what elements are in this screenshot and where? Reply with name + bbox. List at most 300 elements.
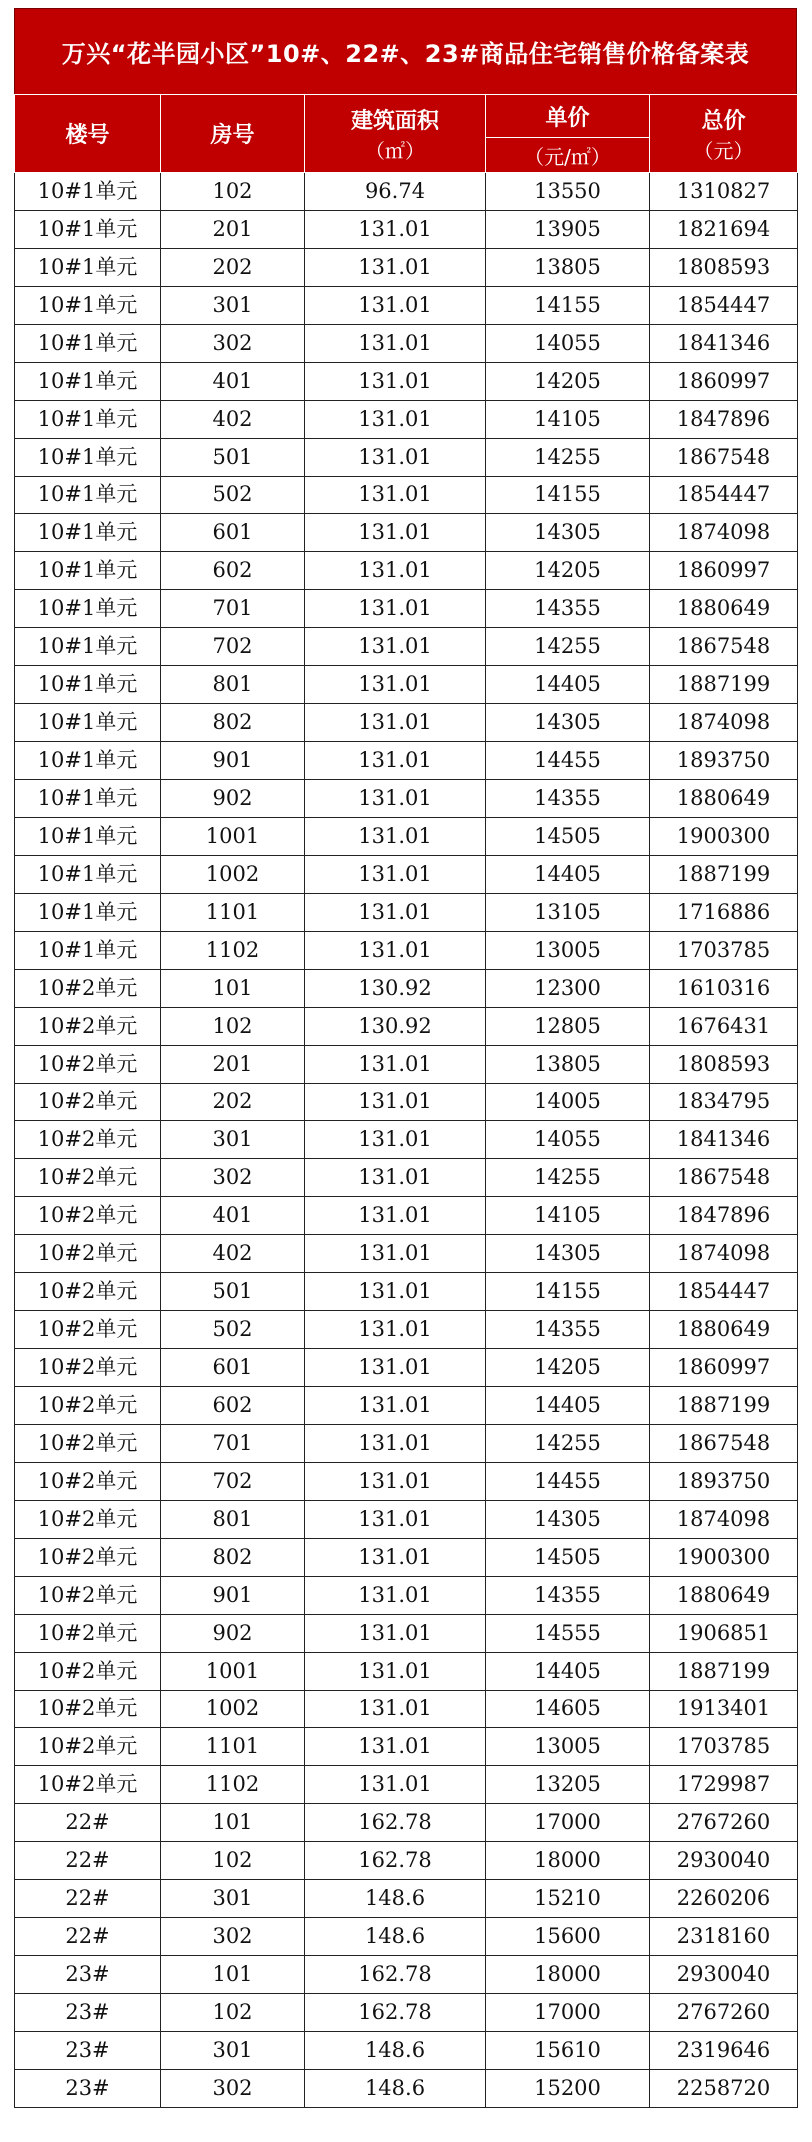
cell-area: 131.01 bbox=[305, 1766, 486, 1804]
cell-building: 10#1单元 bbox=[15, 780, 161, 818]
cell-room: 601 bbox=[161, 1349, 305, 1387]
cell-unit-price: 14505 bbox=[486, 817, 650, 855]
cell-room: 802 bbox=[161, 1538, 305, 1576]
cell-total-price: 1880649 bbox=[650, 780, 798, 818]
cell-total-price: 1874098 bbox=[650, 514, 798, 552]
cell-building: 10#2单元 bbox=[15, 1121, 161, 1159]
cell-room: 401 bbox=[161, 1197, 305, 1235]
cell-building: 10#2单元 bbox=[15, 1538, 161, 1576]
header-unit-price-unit: （元/㎡） bbox=[486, 138, 650, 173]
cell-total-price: 1887199 bbox=[650, 666, 798, 704]
cell-building: 10#1单元 bbox=[15, 210, 161, 248]
cell-room: 202 bbox=[161, 1083, 305, 1121]
cell-unit-price: 14555 bbox=[486, 1614, 650, 1652]
cell-area: 131.01 bbox=[305, 1614, 486, 1652]
cell-room: 801 bbox=[161, 666, 305, 704]
cell-room: 701 bbox=[161, 1424, 305, 1462]
table-row bbox=[15, 1235, 798, 1273]
cell-total-price: 1703785 bbox=[650, 1728, 798, 1766]
cell-room: 1001 bbox=[161, 817, 305, 855]
cell-building: 10#1单元 bbox=[15, 590, 161, 628]
table-row bbox=[15, 248, 798, 286]
header-total-price-label: 总价 bbox=[701, 108, 746, 134]
cell-room: 101 bbox=[161, 969, 305, 1007]
cell-area: 131.01 bbox=[305, 324, 486, 362]
cell-unit-price: 13005 bbox=[486, 1728, 650, 1766]
cell-total-price: 1676431 bbox=[650, 1007, 798, 1045]
cell-building: 10#2单元 bbox=[15, 1576, 161, 1614]
cell-room: 1101 bbox=[161, 893, 305, 931]
cell-room: 902 bbox=[161, 780, 305, 818]
cell-building: 10#2单元 bbox=[15, 1690, 161, 1728]
cell-area: 131.01 bbox=[305, 1349, 486, 1387]
cell-building: 10#1单元 bbox=[15, 248, 161, 286]
cell-total-price: 1847896 bbox=[650, 400, 798, 438]
cell-room: 302 bbox=[161, 2069, 305, 2107]
cell-room: 401 bbox=[161, 362, 305, 400]
cell-unit-price: 14055 bbox=[486, 324, 650, 362]
cell-room: 501 bbox=[161, 1273, 305, 1311]
table-row bbox=[15, 893, 798, 931]
cell-total-price: 2258720 bbox=[650, 2069, 798, 2107]
cell-total-price: 1808593 bbox=[650, 1045, 798, 1083]
cell-area: 148.6 bbox=[305, 1880, 486, 1918]
table-row bbox=[15, 438, 798, 476]
cell-unit-price: 14205 bbox=[486, 552, 650, 590]
cell-room: 102 bbox=[161, 1842, 305, 1880]
table-row bbox=[15, 1956, 798, 1994]
cell-unit-price: 14155 bbox=[486, 1273, 650, 1311]
price-filing-sheet bbox=[14, 8, 797, 2108]
cell-unit-price: 13105 bbox=[486, 893, 650, 931]
cell-area: 131.01 bbox=[305, 817, 486, 855]
table-row bbox=[15, 1311, 798, 1349]
cell-building: 10#1单元 bbox=[15, 362, 161, 400]
cell-area: 131.01 bbox=[305, 1159, 486, 1197]
table-row bbox=[15, 1500, 798, 1538]
price-table bbox=[14, 94, 798, 2108]
cell-area: 162.78 bbox=[305, 1956, 486, 1994]
header-area-unit: （㎡） bbox=[365, 138, 425, 163]
cell-room: 301 bbox=[161, 1121, 305, 1159]
cell-building: 10#2单元 bbox=[15, 1273, 161, 1311]
cell-building: 10#2单元 bbox=[15, 1462, 161, 1500]
cell-building: 10#2单元 bbox=[15, 1500, 161, 1538]
cell-building: 10#2单元 bbox=[15, 1766, 161, 1804]
cell-room: 901 bbox=[161, 742, 305, 780]
cell-total-price: 1874098 bbox=[650, 704, 798, 742]
cell-unit-price: 14405 bbox=[486, 1387, 650, 1425]
cell-unit-price: 14305 bbox=[486, 704, 650, 742]
cell-total-price: 1887199 bbox=[650, 1387, 798, 1425]
cell-unit-price: 14255 bbox=[486, 438, 650, 476]
cell-total-price: 1808593 bbox=[650, 248, 798, 286]
cell-area: 162.78 bbox=[305, 1842, 486, 1880]
cell-building: 10#1单元 bbox=[15, 173, 161, 211]
cell-building: 10#1单元 bbox=[15, 286, 161, 324]
cell-unit-price: 14105 bbox=[486, 400, 650, 438]
cell-unit-price: 14605 bbox=[486, 1690, 650, 1728]
cell-area: 131.01 bbox=[305, 1652, 486, 1690]
cell-room: 102 bbox=[161, 1994, 305, 2032]
cell-unit-price: 17000 bbox=[486, 1804, 650, 1842]
cell-unit-price: 14505 bbox=[486, 1538, 650, 1576]
header-building: 楼号 bbox=[15, 95, 161, 173]
cell-room: 601 bbox=[161, 514, 305, 552]
cell-total-price: 2319646 bbox=[650, 2031, 798, 2069]
cell-unit-price: 13005 bbox=[486, 931, 650, 969]
table-row bbox=[15, 1652, 798, 1690]
cell-room: 602 bbox=[161, 552, 305, 590]
cell-area: 131.01 bbox=[305, 893, 486, 931]
cell-unit-price: 13905 bbox=[486, 210, 650, 248]
table-row bbox=[15, 2069, 798, 2107]
table-row bbox=[15, 628, 798, 666]
cell-area: 131.01 bbox=[305, 1538, 486, 1576]
cell-area: 131.01 bbox=[305, 1045, 486, 1083]
cell-unit-price: 14055 bbox=[486, 1121, 650, 1159]
table-row bbox=[15, 1387, 798, 1425]
cell-unit-price: 15610 bbox=[486, 2031, 650, 2069]
cell-unit-price: 12300 bbox=[486, 969, 650, 1007]
cell-building: 10#2单元 bbox=[15, 1614, 161, 1652]
cell-unit-price: 14155 bbox=[486, 476, 650, 514]
cell-area: 131.01 bbox=[305, 1197, 486, 1235]
table-row bbox=[15, 400, 798, 438]
cell-unit-price: 13550 bbox=[486, 173, 650, 211]
table-row bbox=[15, 2031, 798, 2069]
cell-building: 10#1单元 bbox=[15, 817, 161, 855]
cell-building: 23# bbox=[15, 1956, 161, 1994]
cell-building: 22# bbox=[15, 1804, 161, 1842]
cell-room: 101 bbox=[161, 1956, 305, 1994]
cell-building: 23# bbox=[15, 2069, 161, 2107]
cell-building: 10#1单元 bbox=[15, 438, 161, 476]
cell-room: 702 bbox=[161, 1462, 305, 1500]
cell-total-price: 1900300 bbox=[650, 817, 798, 855]
table-row bbox=[15, 1994, 798, 2032]
cell-area: 131.01 bbox=[305, 1083, 486, 1121]
header-unit-price: 单价 bbox=[486, 95, 650, 138]
cell-total-price: 1867548 bbox=[650, 628, 798, 666]
cell-total-price: 1860997 bbox=[650, 362, 798, 400]
cell-unit-price: 14205 bbox=[486, 362, 650, 400]
table-row bbox=[15, 969, 798, 1007]
cell-building: 10#2单元 bbox=[15, 1387, 161, 1425]
cell-area: 131.01 bbox=[305, 1273, 486, 1311]
cell-total-price: 1847896 bbox=[650, 1197, 798, 1235]
cell-room: 402 bbox=[161, 400, 305, 438]
table-row bbox=[15, 1007, 798, 1045]
cell-total-price: 1893750 bbox=[650, 1462, 798, 1500]
cell-building: 10#2单元 bbox=[15, 1349, 161, 1387]
table-row bbox=[15, 817, 798, 855]
cell-room: 701 bbox=[161, 590, 305, 628]
table-row bbox=[15, 173, 798, 211]
cell-room: 201 bbox=[161, 1045, 305, 1083]
cell-area: 131.01 bbox=[305, 1576, 486, 1614]
cell-room: 502 bbox=[161, 1311, 305, 1349]
cell-area: 131.01 bbox=[305, 855, 486, 893]
cell-unit-price: 17000 bbox=[486, 1994, 650, 2032]
cell-total-price: 1854447 bbox=[650, 1273, 798, 1311]
cell-room: 301 bbox=[161, 1880, 305, 1918]
cell-unit-price: 18000 bbox=[486, 1842, 650, 1880]
cell-total-price: 1887199 bbox=[650, 1652, 798, 1690]
table-row bbox=[15, 1614, 798, 1652]
cell-total-price: 2930040 bbox=[650, 1842, 798, 1880]
cell-total-price: 1716886 bbox=[650, 893, 798, 931]
cell-area: 131.01 bbox=[305, 1235, 486, 1273]
cell-room: 402 bbox=[161, 1235, 305, 1273]
table-row bbox=[15, 1728, 798, 1766]
cell-total-price: 1841346 bbox=[650, 324, 798, 362]
table-row bbox=[15, 514, 798, 552]
table-row bbox=[15, 1083, 798, 1121]
cell-room: 202 bbox=[161, 248, 305, 286]
cell-total-price: 2767260 bbox=[650, 1994, 798, 2032]
cell-total-price: 1841346 bbox=[650, 1121, 798, 1159]
cell-area: 96.74 bbox=[305, 173, 486, 211]
table-row bbox=[15, 1538, 798, 1576]
cell-unit-price: 14305 bbox=[486, 1500, 650, 1538]
cell-total-price: 1867548 bbox=[650, 1424, 798, 1462]
cell-unit-price: 14405 bbox=[486, 1652, 650, 1690]
cell-unit-price: 14255 bbox=[486, 628, 650, 666]
cell-building: 10#1单元 bbox=[15, 324, 161, 362]
cell-unit-price: 15210 bbox=[486, 1880, 650, 1918]
cell-total-price: 1880649 bbox=[650, 1576, 798, 1614]
cell-unit-price: 13805 bbox=[486, 248, 650, 286]
cell-area: 148.6 bbox=[305, 2069, 486, 2107]
cell-area: 148.6 bbox=[305, 2031, 486, 2069]
table-row bbox=[15, 742, 798, 780]
cell-building: 23# bbox=[15, 1994, 161, 2032]
cell-unit-price: 14255 bbox=[486, 1424, 650, 1462]
cell-total-price: 1703785 bbox=[650, 931, 798, 969]
cell-room: 1002 bbox=[161, 855, 305, 893]
cell-area: 131.01 bbox=[305, 1311, 486, 1349]
cell-area: 131.01 bbox=[305, 590, 486, 628]
cell-room: 102 bbox=[161, 1007, 305, 1045]
cell-total-price: 1854447 bbox=[650, 286, 798, 324]
cell-area: 131.01 bbox=[305, 628, 486, 666]
cell-room: 102 bbox=[161, 173, 305, 211]
cell-total-price: 1867548 bbox=[650, 1159, 798, 1197]
cell-area: 148.6 bbox=[305, 1918, 486, 1956]
table-row bbox=[15, 1690, 798, 1728]
table-header bbox=[15, 95, 798, 173]
cell-total-price: 1834795 bbox=[650, 1083, 798, 1121]
cell-building: 10#1单元 bbox=[15, 514, 161, 552]
cell-area: 131.01 bbox=[305, 362, 486, 400]
cell-unit-price: 14355 bbox=[486, 1576, 650, 1614]
cell-unit-price: 14155 bbox=[486, 286, 650, 324]
cell-total-price: 1874098 bbox=[650, 1500, 798, 1538]
cell-unit-price: 13805 bbox=[486, 1045, 650, 1083]
table-row bbox=[15, 1842, 798, 1880]
table-row bbox=[15, 1804, 798, 1842]
cell-total-price: 1880649 bbox=[650, 590, 798, 628]
table-row bbox=[15, 362, 798, 400]
cell-building: 10#1单元 bbox=[15, 855, 161, 893]
cell-unit-price: 14255 bbox=[486, 1159, 650, 1197]
cell-building: 10#2单元 bbox=[15, 1235, 161, 1273]
cell-area: 130.92 bbox=[305, 969, 486, 1007]
cell-area: 131.01 bbox=[305, 210, 486, 248]
table-row bbox=[15, 590, 798, 628]
cell-building: 10#1单元 bbox=[15, 704, 161, 742]
cell-room: 201 bbox=[161, 210, 305, 248]
cell-building: 10#2单元 bbox=[15, 1159, 161, 1197]
cell-unit-price: 15600 bbox=[486, 1918, 650, 1956]
table-row bbox=[15, 552, 798, 590]
cell-building: 10#1单元 bbox=[15, 400, 161, 438]
cell-area: 131.01 bbox=[305, 248, 486, 286]
cell-area: 162.78 bbox=[305, 1804, 486, 1842]
cell-unit-price: 14405 bbox=[486, 666, 650, 704]
header-total-price-unit: （元） bbox=[693, 138, 754, 163]
cell-room: 301 bbox=[161, 286, 305, 324]
cell-area: 131.01 bbox=[305, 704, 486, 742]
cell-unit-price: 14305 bbox=[486, 514, 650, 552]
cell-area: 131.01 bbox=[305, 666, 486, 704]
cell-building: 10#2单元 bbox=[15, 1197, 161, 1235]
cell-building: 10#2单元 bbox=[15, 1007, 161, 1045]
cell-room: 1102 bbox=[161, 931, 305, 969]
cell-total-price: 1610316 bbox=[650, 969, 798, 1007]
cell-unit-price: 12805 bbox=[486, 1007, 650, 1045]
cell-building: 10#2单元 bbox=[15, 1652, 161, 1690]
cell-building: 10#2单元 bbox=[15, 1045, 161, 1083]
header-room: 房号 bbox=[161, 95, 305, 173]
cell-total-price: 1860997 bbox=[650, 1349, 798, 1387]
cell-area: 131.01 bbox=[305, 1728, 486, 1766]
cell-room: 902 bbox=[161, 1614, 305, 1652]
table-row bbox=[15, 1462, 798, 1500]
cell-room: 302 bbox=[161, 324, 305, 362]
table-row bbox=[15, 1045, 798, 1083]
table-row bbox=[15, 1424, 798, 1462]
cell-total-price: 1867548 bbox=[650, 438, 798, 476]
cell-unit-price: 14455 bbox=[486, 742, 650, 780]
table-row bbox=[15, 855, 798, 893]
cell-area: 130.92 bbox=[305, 1007, 486, 1045]
cell-total-price: 1860997 bbox=[650, 552, 798, 590]
cell-unit-price: 14005 bbox=[486, 1083, 650, 1121]
cell-total-price: 1887199 bbox=[650, 855, 798, 893]
cell-total-price: 1900300 bbox=[650, 1538, 798, 1576]
cell-building: 22# bbox=[15, 1918, 161, 1956]
cell-total-price: 1880649 bbox=[650, 1311, 798, 1349]
cell-total-price: 1854447 bbox=[650, 476, 798, 514]
cell-area: 131.01 bbox=[305, 780, 486, 818]
cell-area: 131.01 bbox=[305, 400, 486, 438]
cell-room: 502 bbox=[161, 476, 305, 514]
cell-building: 10#1单元 bbox=[15, 628, 161, 666]
header-area bbox=[305, 95, 486, 173]
cell-area: 131.01 bbox=[305, 1424, 486, 1462]
cell-room: 1101 bbox=[161, 1728, 305, 1766]
cell-area: 131.01 bbox=[305, 552, 486, 590]
table-row bbox=[15, 324, 798, 362]
cell-room: 302 bbox=[161, 1159, 305, 1197]
cell-area: 131.01 bbox=[305, 438, 486, 476]
cell-building: 10#1单元 bbox=[15, 742, 161, 780]
table-row bbox=[15, 704, 798, 742]
cell-unit-price: 14405 bbox=[486, 855, 650, 893]
cell-total-price: 1874098 bbox=[650, 1235, 798, 1273]
cell-unit-price: 13205 bbox=[486, 1766, 650, 1804]
cell-building: 22# bbox=[15, 1842, 161, 1880]
table-row bbox=[15, 1576, 798, 1614]
cell-total-price: 2930040 bbox=[650, 1956, 798, 1994]
cell-unit-price: 14105 bbox=[486, 1197, 650, 1235]
cell-unit-price: 14305 bbox=[486, 1235, 650, 1273]
cell-room: 801 bbox=[161, 1500, 305, 1538]
cell-building: 10#1单元 bbox=[15, 552, 161, 590]
cell-total-price: 1729987 bbox=[650, 1766, 798, 1804]
cell-total-price: 1821694 bbox=[650, 210, 798, 248]
header-area-label: 建筑面积 bbox=[350, 108, 439, 134]
table-row bbox=[15, 1273, 798, 1311]
cell-unit-price: 14355 bbox=[486, 780, 650, 818]
cell-total-price: 2260206 bbox=[650, 1880, 798, 1918]
cell-room: 1002 bbox=[161, 1690, 305, 1728]
cell-total-price: 1893750 bbox=[650, 742, 798, 780]
table-row bbox=[15, 210, 798, 248]
table-row bbox=[15, 1159, 798, 1197]
cell-area: 162.78 bbox=[305, 1994, 486, 2032]
cell-total-price: 1906851 bbox=[650, 1614, 798, 1652]
cell-unit-price: 18000 bbox=[486, 1956, 650, 1994]
cell-room: 802 bbox=[161, 704, 305, 742]
cell-building: 10#2单元 bbox=[15, 1083, 161, 1121]
table-title: 万兴“花半园小区”10#、22#、23#商品住宅销售价格备案表 bbox=[14, 8, 797, 94]
cell-building: 10#2单元 bbox=[15, 969, 161, 1007]
cell-room: 302 bbox=[161, 1918, 305, 1956]
cell-area: 131.01 bbox=[305, 1690, 486, 1728]
cell-area: 131.01 bbox=[305, 1462, 486, 1500]
table-row bbox=[15, 1918, 798, 1956]
cell-area: 131.01 bbox=[305, 1387, 486, 1425]
cell-unit-price: 14455 bbox=[486, 1462, 650, 1500]
cell-room: 1102 bbox=[161, 1766, 305, 1804]
table-row bbox=[15, 1197, 798, 1235]
cell-building: 10#2单元 bbox=[15, 1311, 161, 1349]
table-row bbox=[15, 1349, 798, 1387]
cell-room: 101 bbox=[161, 1804, 305, 1842]
table-body bbox=[15, 173, 798, 2108]
cell-area: 131.01 bbox=[305, 1121, 486, 1159]
header-total-price bbox=[650, 95, 798, 173]
cell-room: 1001 bbox=[161, 1652, 305, 1690]
cell-area: 131.01 bbox=[305, 742, 486, 780]
cell-area: 131.01 bbox=[305, 514, 486, 552]
cell-area: 131.01 bbox=[305, 931, 486, 969]
cell-building: 10#2单元 bbox=[15, 1424, 161, 1462]
cell-unit-price: 14355 bbox=[486, 590, 650, 628]
cell-building: 10#1单元 bbox=[15, 666, 161, 704]
cell-area: 131.01 bbox=[305, 286, 486, 324]
cell-total-price: 2318160 bbox=[650, 1918, 798, 1956]
table-row bbox=[15, 476, 798, 514]
cell-total-price: 1913401 bbox=[650, 1690, 798, 1728]
cell-building: 22# bbox=[15, 1880, 161, 1918]
cell-room: 901 bbox=[161, 1576, 305, 1614]
table-row bbox=[15, 1766, 798, 1804]
cell-total-price: 1310827 bbox=[650, 173, 798, 211]
